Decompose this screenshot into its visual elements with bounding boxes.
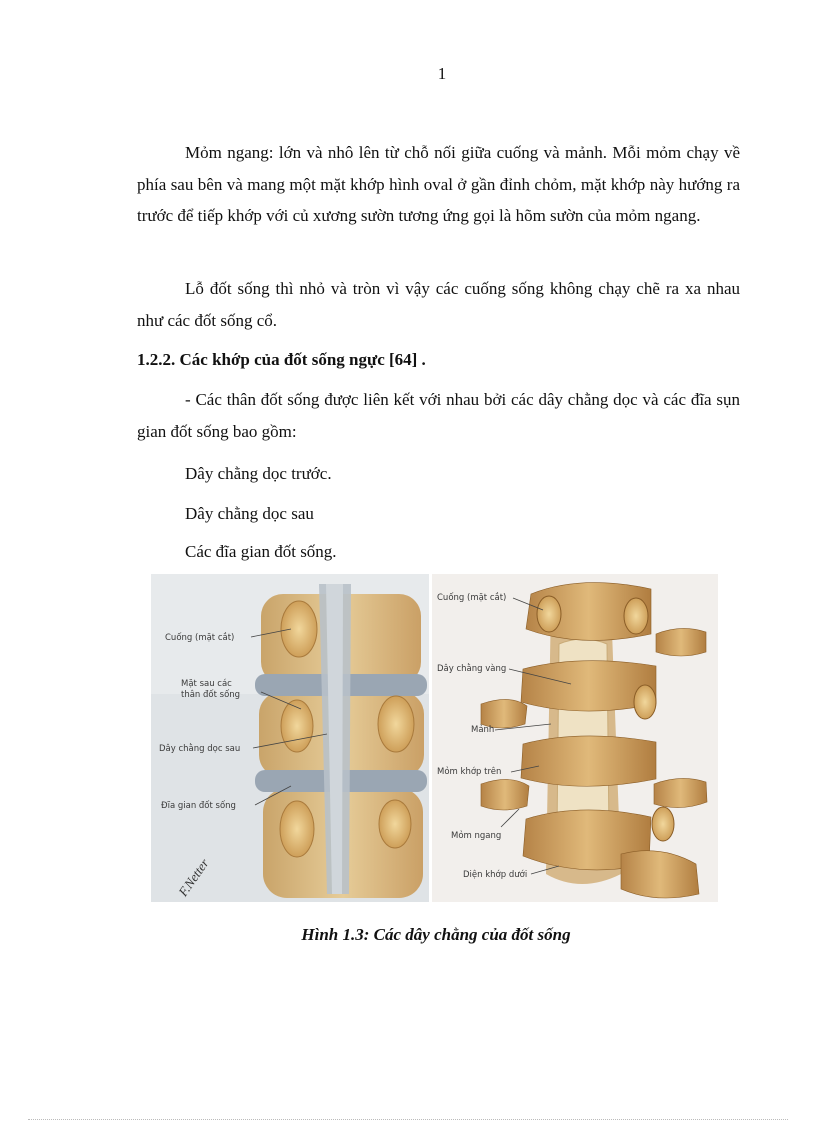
- label-intervertebral-disc: Đĩa gian đốt sống: [161, 801, 236, 811]
- figure-caption: Hình 1.3: Các dây chằng của đốt sống: [301, 925, 571, 944]
- label-inferior-articular-facet: Diện khớp dưới: [463, 870, 528, 880]
- page-number: 1: [437, 64, 447, 83]
- left-panel-sagittal-view: [151, 574, 429, 902]
- netter-signature: F.Netter: [175, 855, 212, 899]
- label-ligamentum-flavum: Dây chằng vàng: [437, 664, 507, 674]
- right-panel-posterior-view: [432, 574, 718, 902]
- section-heading: 1.2.2. Các khớp của đốt sống ngực [64] .: [137, 350, 426, 369]
- anatomy-figure: [151, 574, 718, 902]
- label-posterior-longitudinal-ligament: Dây chằng dọc sau: [159, 744, 241, 754]
- paragraph-vertebral-foramen: Lỗ đốt sống thì nhỏ và tròn vì vậy các cuống sống không chạy chẽ ra xa nhau như các đốt sống cổ.: [137, 279, 740, 330]
- page-footer-rule: [28, 1119, 788, 1120]
- paragraph-transverse-process: Mỏm ngang: lớn và nhô lên từ chỗ nối giữa cuống và mảnh. Mỗi mỏm chạy về phía sau bên và mang một mặt khớp hình oval ở gần đỉnh chỏm, mặt khớp này hướng ra trước để tiếp khớp với củ xương sườn tương ứng gọi là hõm sườn của mỏm ngang.: [137, 143, 740, 225]
- label-lamina: Mảnh: [471, 725, 495, 735]
- paragraph-ligaments-intro: - Các thân đốt sống được liên kết với nhau bởi các dây chằng dọc và các đĩa sụn gian đốt sống bao gồm:: [137, 390, 740, 441]
- list-item: Dây chằng dọc sau: [185, 504, 314, 523]
- list-item: Dây chằng dọc trước.: [185, 464, 332, 483]
- label-pedicle-right: Cuống (mặt cắt): [437, 593, 507, 603]
- label-posterior-bodies-1: Mặt sau các: [181, 679, 232, 689]
- label-transverse-process: Mỏm ngang: [451, 831, 502, 841]
- vertebrae-illustration: [151, 574, 718, 902]
- label-pedicle-left: Cuống (mặt cắt): [165, 633, 235, 643]
- label-superior-articular-process: Mỏm khớp trên: [437, 767, 502, 777]
- label-posterior-bodies-2: thân đốt sống: [181, 690, 241, 700]
- list-item: Các đĩa gian đốt sống.: [185, 542, 337, 561]
